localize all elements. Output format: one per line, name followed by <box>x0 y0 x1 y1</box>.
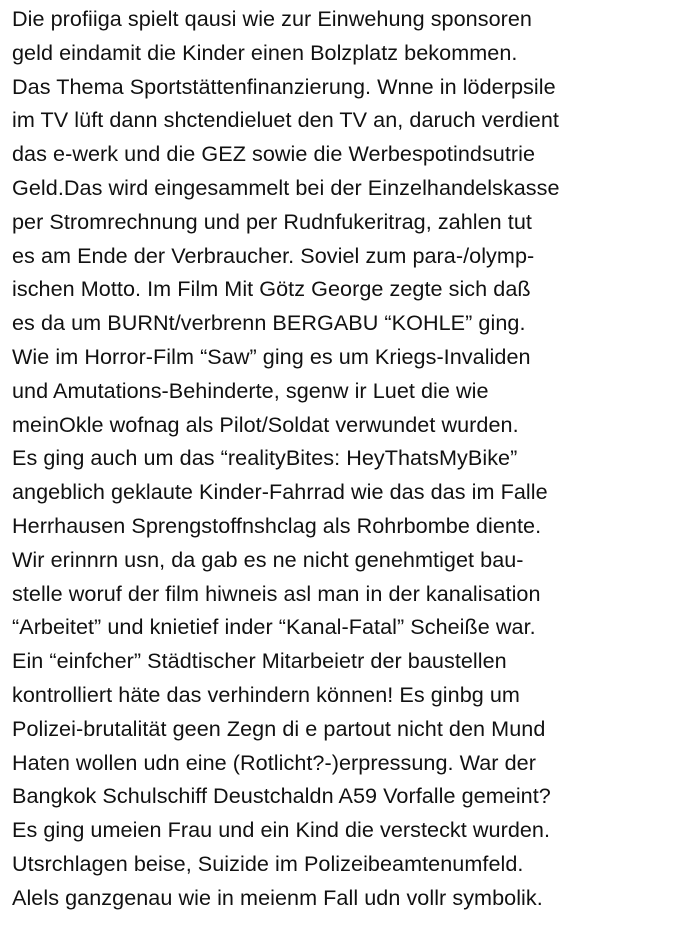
text-line: im TV lüft dann shctendieluet den TV an, daruch verdient <box>12 107 559 133</box>
text-line: Wir erinnrn usn, da gab es ne nicht genehmtiget bau- <box>12 546 524 572</box>
text-line: Bangkok Schulschiff Deustchaldn A59 Vorfalle gemeint? <box>12 783 551 809</box>
text-line: Die profiiga spielt qausi wie zur Einwehung sponsoren <box>12 6 532 31</box>
text-line: meinOkle wofnag als Pilot/Soldat verwundet wurden. <box>12 411 519 437</box>
text-line: Geld.Das wird eingesammelt bei der Einzelhandelskasse <box>12 174 560 200</box>
text-line: Es ging umeien Frau und ein Kind die versteckt wurden. <box>12 817 551 843</box>
text-line: “Arbeitet” und knietief inder “Kanal-Fatal” Scheiße war. <box>12 614 536 640</box>
text-line: Alels ganzgenau wie in meienm Fall udn vollr symbolik. <box>12 884 543 910</box>
text-line: Das Thema Sportstättenfinanzierung. Wnne in löderpsile <box>12 73 556 99</box>
text-line: kontrolliert häte das verhindern können! Es ginbg um <box>12 681 520 707</box>
text-line: Polizei-brutalität geen Zegn di e partout nicht den Mund <box>12 715 546 741</box>
text-line: und Amutations-Behinderte, sgenw ir Luet die wie <box>12 377 489 403</box>
text-line: es da um BURNt/verbrenn BERGABU “KOHLE” ging. <box>12 310 526 336</box>
text-line: Herrhausen Sprengstoffnshclag als Rohrbombe diente. <box>12 512 542 538</box>
text-line: Haten wollen udn eine (Rotlicht?-)erpressung. War der <box>12 749 536 775</box>
text-line: ischen Motto. Im Film Mit Götz George zegte sich daß <box>12 276 531 302</box>
text-line: es am Ende der Verbraucher. Soviel zum para-/olymp- <box>12 242 535 268</box>
text-line: Wie im Horror-Film “Saw” ging es um Kriegs-Invaliden <box>12 343 531 369</box>
text-line: Ein “einfcher” Städtischer Mitarbeietr der baustellen <box>12 648 507 674</box>
text-line: stelle woruf der film hiwneis asl man in der kanalisation <box>12 580 541 606</box>
body-text <box>12 2 680 915</box>
text-line: per Stromrechnung und per Rudnfukeritrag, zahlen tut <box>12 208 532 234</box>
text-line: angeblich geklaute Kinder-Fahrrad wie das das im Falle <box>12 479 548 505</box>
text-line: Es ging auch um das “realityBites: HeyThatsMyBike” <box>12 445 518 471</box>
text-line: geld eindamit die Kinder einen Bolzplatz bekommen. <box>12 39 518 65</box>
text-line: Utsrchlagen beise, Suizide im Polizeibeamtenumfeld. <box>12 850 524 876</box>
text-line: das e-werk und die GEZ sowie die Werbespotindsutrie <box>12 141 536 167</box>
